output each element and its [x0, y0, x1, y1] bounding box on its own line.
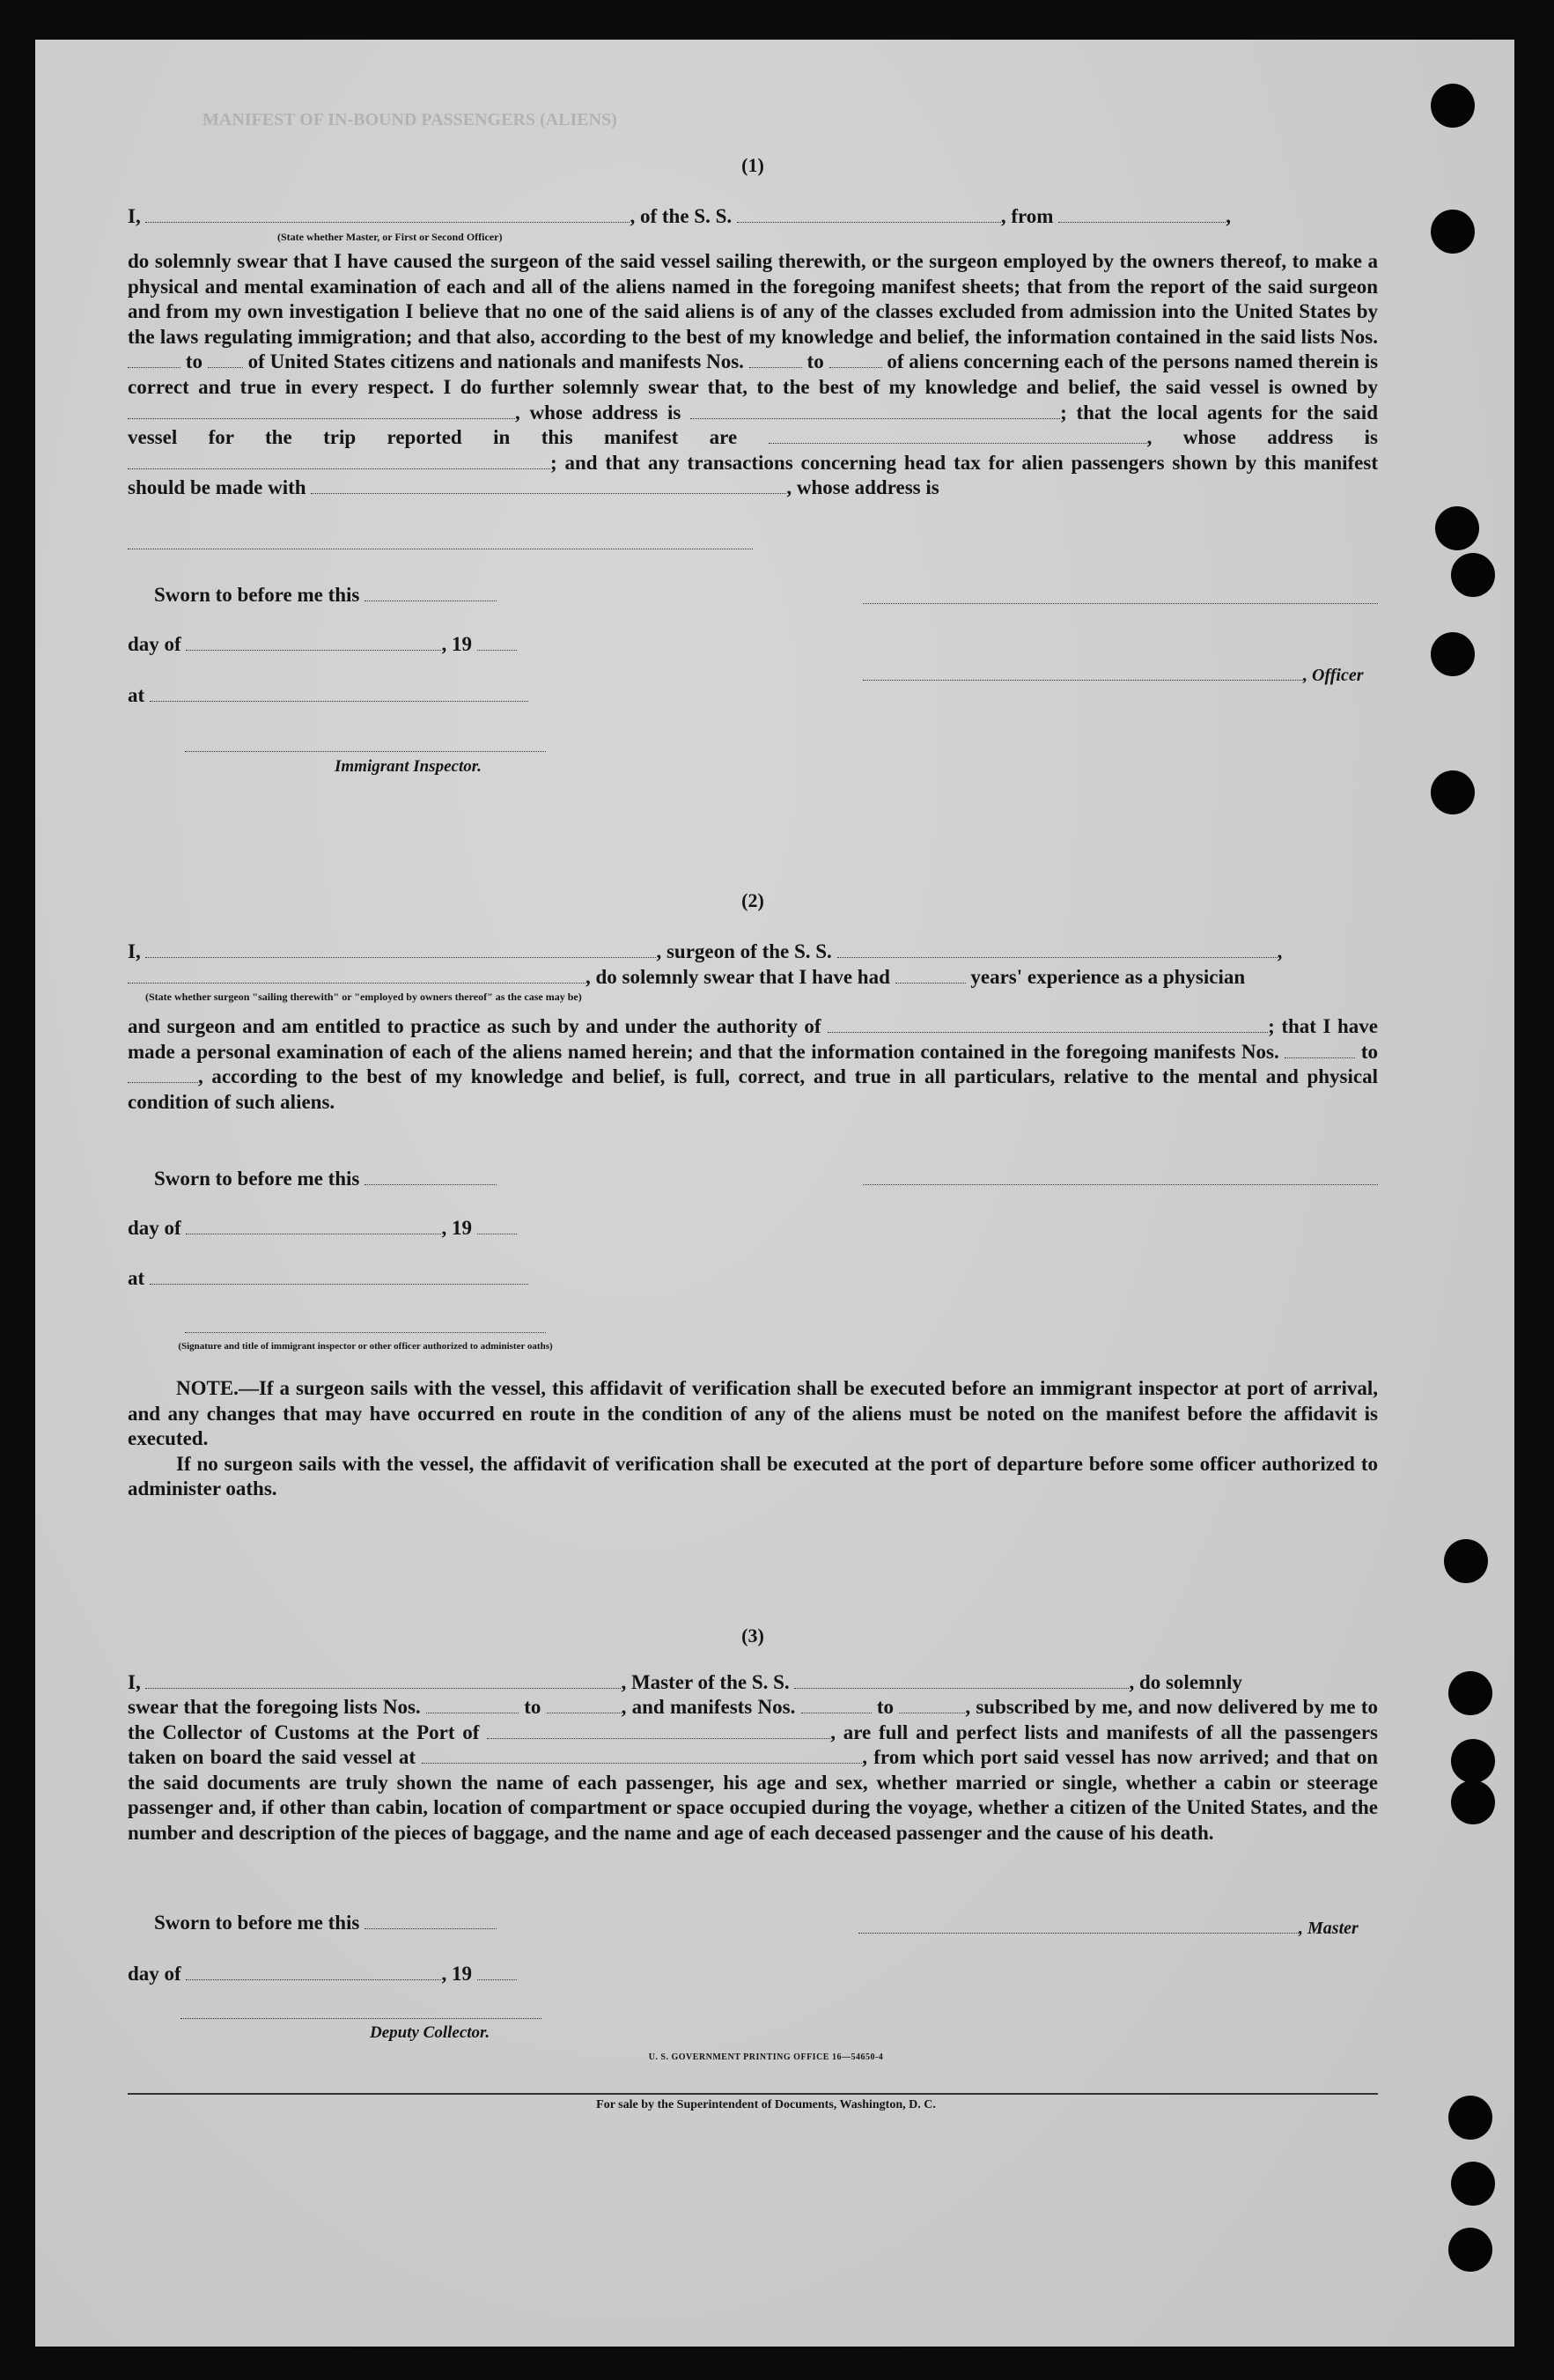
surgeon-experience-line: , do solemnly swear that I have had years' experience as a physician — [128, 965, 1378, 990]
sworn-date-field[interactable] — [365, 585, 497, 601]
collector-signature-field[interactable] — [180, 2018, 541, 2019]
master-oath-body: swear that the foregoing lists Nos. to , and manifests Nos. to , subscribed by me, and now delivered by me to the Collector of Customs at the Port of , are full and perfect lists and manifests of all the passengers taken on board the said vessel at , from which port said vessel has now arrived; and that on the said documents are truly shown the name of each passenger, his age and sex, whether married or single, whether a cabin or steerage passenger and, if other than cabin, location of compartment or space occupied during the voyage, whether a citizen of the United States, and the number and description of the pieces of baggage, and the name and age of each deceased passenger and the cause of his death. — [128, 1696, 1379, 1844]
year-field[interactable] — [477, 1218, 517, 1234]
surgeon-oath-line: I, , surgeon of the S. S. , — [128, 940, 1283, 962]
sworn-line: Sworn to before me this — [154, 1167, 1378, 1191]
oath-line: I, , of the S. S. , from , — [128, 205, 1231, 227]
inspector-signature-field[interactable] — [185, 1332, 546, 1333]
agents-address-field[interactable] — [128, 453, 550, 469]
master-oath-line: I, , Master of the S. S. , do solemnly — [128, 1671, 1242, 1693]
section-number: (3) — [741, 1625, 764, 1647]
binder-hole-icon — [1431, 770, 1475, 814]
printing-office-imprint: U. S. GOVERNMENT PRINTING OFFICE 16—54650-4 — [648, 2052, 884, 2062]
officer-line: , Officer — [863, 662, 1378, 688]
section-number: (2) — [741, 889, 764, 911]
day-month-field[interactable] — [186, 1218, 441, 1234]
citizen-list-from-field[interactable] — [128, 351, 180, 368]
alien-manifest-from-field[interactable] — [749, 351, 802, 368]
sworn-line: Sworn to before me this — [154, 583, 1378, 608]
practice-authority-field[interactable] — [828, 1016, 1268, 1033]
signature-hint: (Signature and title of immigrant inspector or other officer authorized to administer oaths) — [178, 1341, 553, 1352]
vessel-owner-field[interactable] — [128, 402, 515, 419]
at-line: at — [128, 683, 1378, 708]
bleed-through-header: MANIFEST OF IN-BOUND PASSENGERS (ALIENS) — [203, 110, 617, 129]
surgeon-name-field[interactable] — [145, 941, 656, 958]
master-signature-line: , Master — [858, 1915, 1378, 1941]
binder-hole-icon — [1435, 506, 1479, 550]
at-line: at — [128, 1266, 1378, 1291]
binder-hole-icon — [1444, 1539, 1488, 1583]
master-name-field[interactable] — [145, 1672, 621, 1689]
manifests-from-field[interactable] — [801, 1697, 872, 1713]
place-field[interactable] — [150, 1268, 528, 1285]
surgeon-oath-body: and surgeon and am entitled to practice as such by and under the authority of ; that I have made a personal examination of each of the aliens named herein; and that the information contained in the foregoing manifests Nos. to , according to the best of my knowledge and belief, is full, correct, and true in all particulars, relative to the mental and physical condition of such aliens. — [128, 1015, 1379, 1113]
surgeon-manifest-from-field[interactable] — [1285, 1042, 1355, 1058]
binder-hole-icon — [1451, 1739, 1495, 1783]
master-vessel-field[interactable] — [794, 1672, 1129, 1689]
day-line: day of , 19 — [128, 632, 1378, 657]
local-agents-field[interactable] — [769, 427, 1147, 444]
section-number: (1) — [741, 154, 764, 176]
binder-hole-icon — [1431, 632, 1475, 676]
affidavit-master-arrival — [128, 1620, 1378, 2078]
surgeon-signature-field[interactable] — [863, 1184, 1378, 1185]
place-field[interactable] — [150, 685, 528, 702]
day-line: day of , 19 — [128, 1216, 1378, 1241]
departure-port-field[interactable] — [1058, 206, 1226, 223]
master-signature-field[interactable] — [863, 603, 1378, 604]
arrival-port-field[interactable] — [487, 1722, 830, 1739]
day-month-field[interactable] — [186, 1964, 441, 1980]
binder-hole-icon — [1431, 210, 1475, 254]
surgeon-manifest-to-field[interactable] — [128, 1066, 198, 1083]
oath-body: do solemnly swear that I have caused the surgeon of the said vessel sailing therewith, or the surgeon employed by the owners thereof, to make a physical and mental examination of each and all of the aliens named in the foregoing manifest sheets; that from the report of the said surgeon and from my own investigation I believe that no one of the said aliens is of any of the classes excluded from admission into the United States by the laws regulating immigration; and that also, according to the best of my knowledge and belief, the information contained in the said lists Nos. to of United States citizens and nationals and manifests Nos. to of aliens concerning each of the persons named therein is correct and true in every respect. I do further solemnly swear that, to the best of my knowledge and belief, the said vessel is owned by , whose address is ; that the local agents for the said vessel for the trip reported in this manifest are , whose address is ; and that any transactions concerning head tax for alien passengers shown by this manifest should be made with , whose address is — [128, 250, 1379, 499]
collector-title: Deputy Collector. — [370, 2023, 490, 2042]
master-signature-field[interactable] — [858, 1917, 1299, 1934]
citizen-list-to-field[interactable] — [208, 351, 243, 368]
footer-rule — [128, 2093, 1378, 2095]
day-month-field[interactable] — [186, 634, 441, 651]
binder-hole-icon — [1448, 2228, 1492, 2272]
surgeon-status-field[interactable] — [128, 967, 586, 984]
binder-hole-icon — [1448, 1671, 1492, 1715]
affidavit-master — [128, 150, 1378, 784]
surgeon-vessel-field[interactable] — [837, 941, 1278, 958]
manifests-to-field[interactable] — [899, 1697, 965, 1713]
binder-hole-icon — [1451, 553, 1495, 597]
sworn-date-field[interactable] — [365, 1912, 497, 1929]
vessel-name-field[interactable] — [737, 206, 1001, 223]
years-experience-field[interactable] — [895, 967, 966, 984]
binder-hole-icon — [1431, 84, 1475, 128]
lists-from-field[interactable] — [426, 1697, 519, 1713]
inspector-title: Immigrant Inspector. — [335, 757, 482, 776]
binder-hole-icon — [1448, 2096, 1492, 2140]
surgeon-status-hint: (State whether surgeon "sailing therewith" or "employed by owners thereof" as the case may be) — [145, 991, 582, 1003]
sworn-line: Sworn to before me this — [154, 1911, 1378, 1935]
owner-address-field[interactable] — [690, 402, 1060, 419]
year-field[interactable] — [477, 634, 517, 651]
head-tax-contact-field[interactable] — [311, 477, 786, 494]
note-block: NOTE.—If a surgeon sails with the vessel, this affidavit of verification shall be executed before an immigrant inspector at port of arrival, and any changes that may have occurred en route in the condition of any of the aliens must be noted on the manifest before the affidavit is executed. If no surgeon sails with the vessel, the affidavit of verification shall be executed at the port of departure before some officer authorized to administer oaths. — [128, 1377, 1378, 1500]
binder-hole-icon — [1451, 2162, 1495, 2206]
affidavit-surgeon — [128, 885, 1378, 1501]
alien-manifest-to-field[interactable] — [829, 351, 882, 368]
officer-name-field[interactable] — [145, 206, 630, 223]
day-line: day of , 19 — [128, 1962, 1378, 1986]
officer-signature-field[interactable] — [863, 664, 1303, 681]
lists-to-field[interactable] — [547, 1697, 622, 1713]
officer-rank-hint: (State whether Master, or First or Second Officer) — [277, 231, 503, 243]
sworn-date-field[interactable] — [365, 1168, 497, 1185]
sale-notice: For sale by the Superintendent of Documents, Washington, D. C. — [596, 2098, 936, 2111]
binder-hole-icon — [1451, 1780, 1495, 1824]
inspector-signature-field[interactable] — [185, 751, 546, 752]
embarkation-port-field[interactable] — [422, 1747, 862, 1764]
note-label: NOTE. — [176, 1377, 239, 1399]
year-field[interactable] — [477, 1964, 517, 1980]
